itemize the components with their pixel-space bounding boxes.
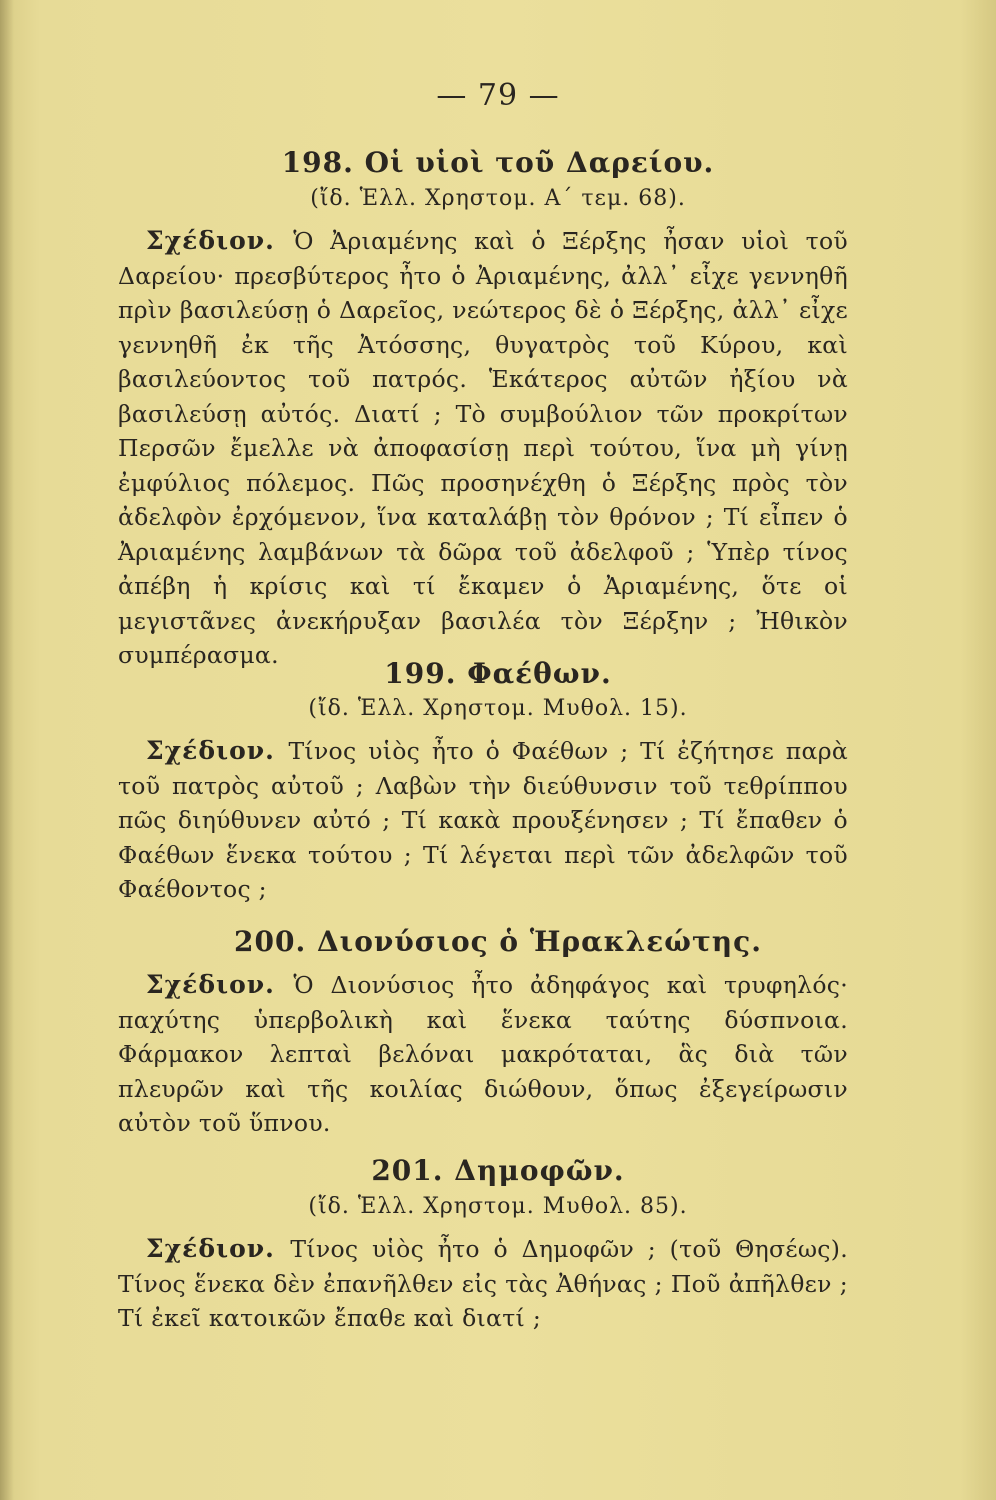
section-text-198	[118, 224, 848, 673]
section-body-198: Ὁ Ἀριαμένης καὶ ὁ Ξέρξης ἦσαν υἱοὶ τοῦ Δαρείου· πρεσβύτερος ἦτο ὁ Ἀριαμένης, ἀλλ᾽ εἶχε γεννηθῆ πρὶν βασιλεύσῃ ὁ Δαρεῖος, νεώτερος δὲ ὁ Ξέρξης, ἀλλ᾽ εἶχε γεννηθῆ ἐκ τῆς Ἀτόσσης, θυγατρὸς τοῦ Κύρου, καὶ βασιλεύοντος τοῦ πατρός. Ἑκάτερος αὐτῶν ἠξίου νὰ βασιλεύσῃ αὐτός. Διατί ; Τὸ συμβούλιον τῶν προκρίτων Περσῶν ἔμελλε νὰ ἀποφασίσῃ περὶ τούτου, ἵνα μὴ γίνῃ ἐμφύλιος πόλεμος. Πῶς προσηνέχθη ὁ Ξέρξης πρὸς τὸν ἀδελφὸν ἐρχόμενον, ἵνα καταλάβῃ τὸν θρόνον ; Τί εἶπεν ὁ Ἀριαμένης λαμβάνων τὰ δῶρα τοῦ ἀδελφοῦ ; Ὑπὲρ τίνος ἀπέβη ἡ κρίσις καὶ τί ἔκαμεν ὁ Ἀριαμένης, ὅτε οἱ μεγιστᾶνες ἀνεκήρυξαν βασιλέα τὸν Ξέρξην ; Ἠθικὸν συμπέρασμα.	[118, 227, 848, 669]
section-lead-201: Σχέδιον.	[146, 1234, 291, 1263]
section-text-201	[118, 1232, 848, 1336]
section-title-199: 199. Φαέθων.	[384, 657, 612, 690]
section-body-201: Τίνος υἱὸς ἦτο ὁ Δημοφῶν ; (τοῦ Θησέως). Τίνος ἕνεκα δὲν ἐπανῆλθεν εἰς τὰς Ἀθήνας ; Ποῦ ἀπῆλθεν ; Τί ἐκεῖ κατοικῶν ἔπαθε καὶ διατί ;	[118, 1235, 848, 1332]
section-lead-198: Σχέδιον.	[146, 226, 294, 255]
section-lead-200: Σχέδιον.	[146, 970, 294, 999]
section-body-200: Ὁ Διονύσιος ἦτο ἀδηφάγος καὶ τρυφηλός· παχύτης ὑπερβολικὴ καὶ ἕνεκα ταύτης δύσπνοια. Φάρμακον λεπταὶ βελόναι μακρόταται, ἃς διὰ τῶν πλευρῶν καὶ τῆς κοιλίας διώθουν, ὅπως ἐξεγείρωσιν αὐτὸν τοῦ ὕπνου.	[118, 971, 848, 1137]
section-source-199: (ἴδ. Ἑλλ. Χρηστομ. Μυθολ. 15).	[308, 696, 688, 721]
section-title-200: 200. Διονύσιος ὁ Ἡρακλεώτης.	[234, 925, 762, 958]
section-title-201: 201. Δημοφῶν.	[371, 1154, 625, 1187]
section-title-198: 198. Οἱ υἱοὶ τοῦ Δαρείου.	[281, 146, 715, 179]
section-text-200	[118, 968, 848, 1141]
section-lead-199: Σχέδιον.	[146, 736, 289, 765]
section-body-199: Τίνος υἱὸς ἦτο ὁ Φαέθων ; Τί ἐζήτησε παρὰ τοῦ πατρὸς αὐτοῦ ; Λαβὼν τὴν διεύθυνσιν τοῦ τεθρίππου πῶς διηύθυνεν αὐτό ; Τί κακὰ προυξένησεν ; Τί ἔπαθεν ὁ Φαέθων ἕνεκα τούτου ; Τί λέγεται περὶ τῶν ἀδελφῶν τοῦ Φαέθοντος ;	[118, 737, 848, 903]
section-text-199	[118, 734, 848, 907]
section-source-201: (ἴδ. Ἑλλ. Χρηστομ. Μυθολ. 85).	[308, 1194, 688, 1219]
section-source-198: (ἴδ. Ἑλλ. Χρηστομ. Α΄ τεμ. 68).	[310, 186, 686, 211]
page-number: — 79 —	[436, 78, 560, 113]
page-edge-shadow	[0, 0, 14, 1500]
